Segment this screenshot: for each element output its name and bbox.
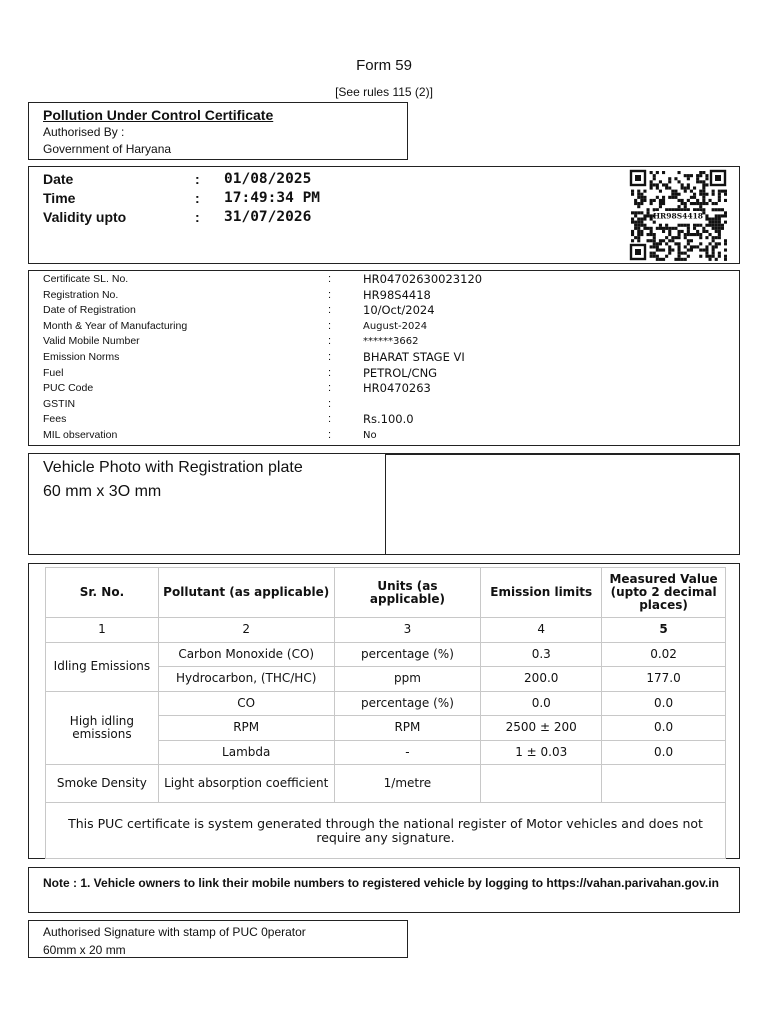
header-units: Units (as applicable) xyxy=(334,568,481,618)
form-title: Form 59 xyxy=(356,57,412,74)
header-pollutant: Pollutant (as applicable) xyxy=(158,568,334,618)
detail-row xyxy=(43,272,733,288)
colon: : xyxy=(328,382,332,395)
qr-code-icon xyxy=(629,169,727,261)
detail-row xyxy=(43,334,733,350)
vehicle-details-box xyxy=(28,270,740,446)
limit-cell: 1 ± 0.03 xyxy=(481,740,602,765)
measured-cell xyxy=(602,765,726,803)
pollutant-cell: Lambda xyxy=(158,740,334,765)
unit-cell: RPM xyxy=(334,716,481,741)
emission-table xyxy=(45,567,726,859)
detail-label: Registration No. xyxy=(43,288,119,301)
date-value: 01/08/2025 xyxy=(224,171,312,187)
group-high-idling: High idling emissions xyxy=(46,691,159,765)
column-number: 1 xyxy=(46,618,159,643)
detail-label: PUC Code xyxy=(43,382,94,395)
detail-value: 10/Oct/2024 xyxy=(363,303,435,318)
pollutant-cell: Carbon Monoxide (CO) xyxy=(158,642,334,667)
column-number: 3 xyxy=(334,618,481,643)
certificate-title: Pollution Under Control Certificate xyxy=(43,107,274,123)
detail-label: Fuel xyxy=(43,366,64,379)
table-row xyxy=(46,691,726,716)
detail-label: Fees xyxy=(43,413,67,426)
measured-cell: 0.02 xyxy=(602,642,726,667)
detail-value: August-2024 xyxy=(363,320,428,332)
system-generated-note: This PUC certificate is system generated through the national register of Motor vehicles and does not require any signature. xyxy=(46,803,726,859)
detail-label: Month & Year of Manufacturing xyxy=(43,319,188,332)
validity-box xyxy=(28,166,740,264)
detail-value: Rs.100.0 xyxy=(363,412,414,427)
detail-value: PETROL/CNG xyxy=(363,365,438,380)
time-value: 17:49:34 PM xyxy=(224,190,321,206)
detail-label: Certificate SL. No. xyxy=(43,273,129,285)
limit-cell: 200.0 xyxy=(481,667,602,692)
detail-row xyxy=(43,428,733,444)
column-number: 4 xyxy=(481,618,602,643)
detail-row xyxy=(43,397,733,413)
measured-cell: 177.0 xyxy=(602,667,726,692)
photo-caption-line2: 60 mm x 3O mm xyxy=(43,483,162,500)
detail-value: ******3662 xyxy=(363,336,419,348)
detail-value: No xyxy=(363,430,377,441)
colon: : xyxy=(328,429,332,441)
detail-row xyxy=(43,366,733,382)
colon: : xyxy=(328,319,332,332)
detail-row xyxy=(43,288,733,304)
detail-label: Valid Mobile Number xyxy=(43,335,140,348)
unit-cell: ppm xyxy=(334,667,481,692)
detail-row xyxy=(43,350,733,366)
detail-label: MIL observation xyxy=(43,429,118,441)
photo-caption xyxy=(43,456,303,504)
authority-box xyxy=(28,102,408,160)
measured-cell: 0.0 xyxy=(602,740,726,765)
detail-label: Emission Norms xyxy=(43,351,120,363)
authorised-by-label: Authorised By : xyxy=(43,125,125,139)
column-number-row xyxy=(46,618,726,643)
pollutant-cell: CO xyxy=(158,691,334,716)
limit-cell xyxy=(481,765,602,803)
detail-label: GSTIN xyxy=(43,397,76,410)
limit-cell: 0.0 xyxy=(481,691,602,716)
vehicle-photo-frame xyxy=(385,454,740,555)
unit-cell: percentage (%) xyxy=(334,642,481,667)
colon: : xyxy=(195,209,200,225)
column-number: 2 xyxy=(158,618,334,643)
photo-caption-line1: Vehicle Photo with Registration plate xyxy=(43,459,303,476)
colon: : xyxy=(328,288,332,301)
unit-cell: percentage (%) xyxy=(334,691,481,716)
detail-value: HR04702630023120 xyxy=(363,272,483,286)
detail-row xyxy=(43,412,733,428)
limit-cell: 0.3 xyxy=(481,642,602,667)
detail-value: HR0470263 xyxy=(363,381,431,396)
detail-label: Date of Registration xyxy=(43,304,136,317)
date-label: Date xyxy=(43,171,74,187)
government-name: Government of Haryana xyxy=(43,142,172,156)
measured-cell: 0.0 xyxy=(602,691,726,716)
colon: : xyxy=(328,273,332,285)
footnote-row xyxy=(46,803,726,859)
detail-row xyxy=(43,303,733,319)
detail-value: BHARAT STAGE VI xyxy=(363,350,465,364)
colon: : xyxy=(328,304,332,317)
table-row xyxy=(46,765,726,803)
colon: : xyxy=(328,413,332,426)
time-label: Time xyxy=(43,190,76,206)
signature-box xyxy=(28,920,408,958)
mobile-link-note: Note : 1. Vehicle owners to link their mobile numbers to registered vehicle by logging to https://vahan.parivahan.gov.in xyxy=(28,867,740,913)
detail-value: HR98S4418 xyxy=(363,287,431,302)
pollutant-cell: RPM xyxy=(158,716,334,741)
signature-size: 60mm x 20 mm xyxy=(43,943,126,957)
group-idling: Idling Emissions xyxy=(46,642,159,691)
pollutant-cell: Light absorption coefficient xyxy=(158,765,334,803)
detail-row xyxy=(43,319,733,335)
validity-value: 31/07/2026 xyxy=(224,209,312,225)
colon: : xyxy=(195,171,200,187)
colon: : xyxy=(328,397,332,410)
table-header-row xyxy=(46,568,726,618)
qr-text: HR98S4418 xyxy=(652,211,704,221)
vehicle-photo-box xyxy=(28,453,740,555)
measured-cell: 0.0 xyxy=(602,716,726,741)
table-row xyxy=(46,642,726,667)
header-measured: Measured Value (upto 2 decimal places) xyxy=(602,568,726,618)
unit-cell: 1/metre xyxy=(334,765,481,803)
column-number: 5 xyxy=(602,618,726,643)
header-limits: Emission limits xyxy=(481,568,602,618)
limit-cell: 2500 ± 200 xyxy=(481,716,602,741)
rules-reference: [See rules 115 (2)] xyxy=(335,85,433,99)
signature-label: Authorised Signature with stamp of PUC 0perator xyxy=(43,925,306,939)
colon: : xyxy=(328,335,332,348)
colon: : xyxy=(328,366,332,379)
group-smoke-density: Smoke Density xyxy=(46,765,159,803)
colon: : xyxy=(328,351,332,363)
colon: : xyxy=(195,190,200,206)
header-sr-no: Sr. No. xyxy=(46,568,159,618)
detail-row xyxy=(43,381,733,397)
unit-cell: - xyxy=(334,740,481,765)
validity-label: Validity upto xyxy=(43,209,127,225)
pollutant-cell: Hydrocarbon, (THC/HC) xyxy=(158,667,334,692)
emission-table-box xyxy=(28,563,740,859)
